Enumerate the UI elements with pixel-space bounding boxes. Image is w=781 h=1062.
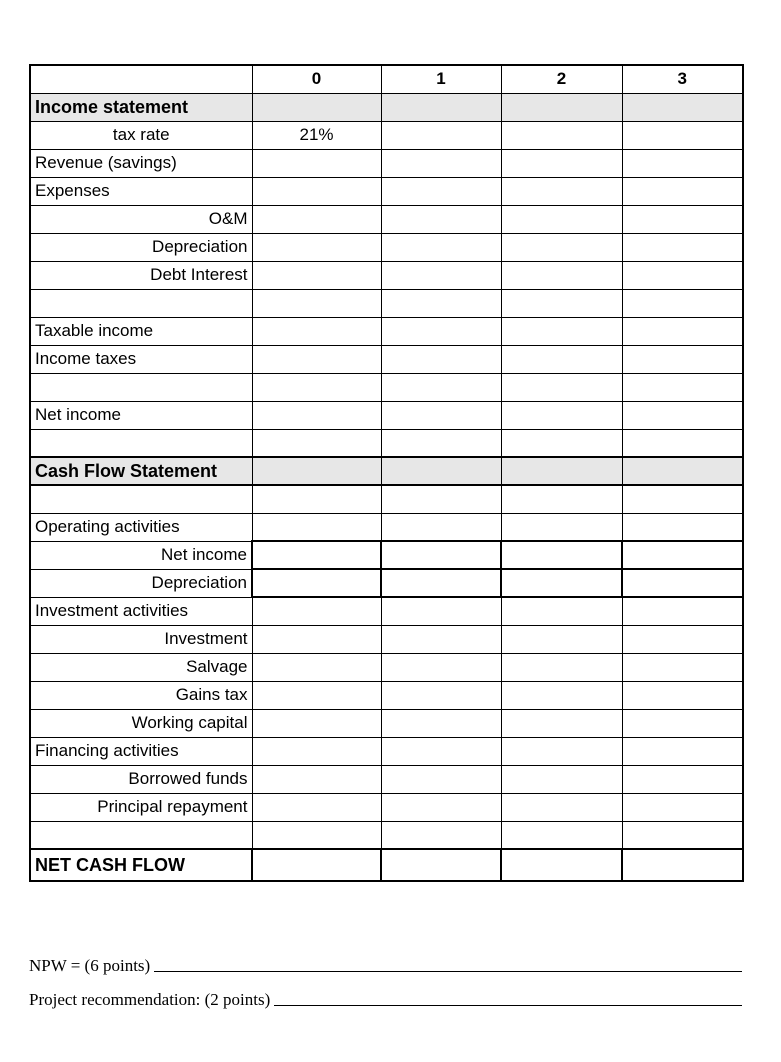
debt-interest-label: Debt Interest	[30, 261, 252, 289]
cell[interactable]	[501, 765, 622, 793]
income-statement-title: Income statement	[30, 93, 252, 121]
cell[interactable]	[381, 205, 501, 233]
blank-row	[30, 429, 743, 457]
cell[interactable]	[252, 793, 381, 821]
cell[interactable]	[501, 233, 622, 261]
cell[interactable]	[252, 653, 381, 681]
om-row	[30, 205, 743, 233]
recommendation-line	[29, 990, 742, 1010]
cell[interactable]	[501, 317, 622, 345]
cell[interactable]	[622, 401, 743, 429]
cell[interactable]	[501, 149, 622, 177]
cell[interactable]	[381, 373, 501, 401]
cell[interactable]	[622, 373, 743, 401]
cell[interactable]	[381, 765, 501, 793]
header-blank-cell	[30, 65, 252, 93]
cell[interactable]	[252, 401, 381, 429]
cell[interactable]	[622, 149, 743, 177]
cell[interactable]	[501, 597, 622, 625]
cell[interactable]	[252, 149, 381, 177]
cell[interactable]	[381, 149, 501, 177]
cell[interactable]	[252, 429, 381, 457]
cell[interactable]	[252, 569, 381, 597]
cell[interactable]	[381, 261, 501, 289]
investment-label: Investment	[30, 625, 252, 653]
cell[interactable]	[622, 541, 743, 569]
cell[interactable]	[252, 457, 381, 485]
cell[interactable]	[622, 569, 743, 597]
borrowed-funds-label: Borrowed funds	[30, 765, 252, 793]
cell[interactable]	[622, 765, 743, 793]
tax-rate-row	[30, 121, 743, 149]
salvage-row	[30, 653, 743, 681]
cell[interactable]	[501, 177, 622, 205]
cell[interactable]	[622, 849, 743, 881]
investment-activities-label: Investment activities	[30, 597, 252, 625]
cell	[30, 289, 252, 317]
cell[interactable]	[501, 121, 622, 149]
cell[interactable]	[252, 709, 381, 737]
cell[interactable]	[252, 93, 381, 121]
header-year-3: 3	[622, 65, 743, 93]
cf-net-income-label: Net income	[30, 541, 252, 569]
cell[interactable]	[622, 205, 743, 233]
salvage-label: Salvage	[30, 653, 252, 681]
principal-repayment-label: Principal repayment	[30, 793, 252, 821]
expenses-row	[30, 177, 743, 205]
cell[interactable]	[501, 485, 622, 513]
cell[interactable]	[252, 513, 381, 541]
cell[interactable]	[622, 793, 743, 821]
cell[interactable]	[381, 653, 501, 681]
cf-depreciation-label: Depreciation	[30, 569, 252, 597]
operating-activities-label: Operating activities	[30, 513, 252, 541]
year-header-row	[30, 65, 743, 93]
cell[interactable]	[622, 625, 743, 653]
cell[interactable]	[622, 93, 743, 121]
cell[interactable]	[501, 737, 622, 765]
cell[interactable]	[381, 345, 501, 373]
cell[interactable]	[381, 681, 501, 709]
cell	[30, 485, 252, 513]
cell[interactable]	[622, 345, 743, 373]
cash-flow-title: Cash Flow Statement	[30, 457, 252, 485]
cell[interactable]	[501, 401, 622, 429]
cell[interactable]	[381, 317, 501, 345]
cell[interactable]	[252, 821, 381, 849]
cell[interactable]	[252, 233, 381, 261]
cell[interactable]	[622, 821, 743, 849]
cell[interactable]	[622, 653, 743, 681]
cell[interactable]	[252, 289, 381, 317]
npw-answer-blank[interactable]	[154, 970, 742, 972]
cell[interactable]	[501, 625, 622, 653]
cell[interactable]	[501, 289, 622, 317]
investment-row	[30, 625, 743, 653]
cell[interactable]	[381, 737, 501, 765]
cell[interactable]	[501, 653, 622, 681]
cell[interactable]	[622, 261, 743, 289]
net-cash-flow-row	[30, 849, 743, 881]
cell[interactable]	[501, 261, 622, 289]
cell[interactable]	[622, 289, 743, 317]
revenue-label: Revenue (savings)	[30, 149, 252, 177]
net-income-label: Net income	[30, 401, 252, 429]
cell[interactable]	[622, 709, 743, 737]
cell[interactable]	[252, 373, 381, 401]
cell[interactable]	[252, 681, 381, 709]
cell[interactable]	[501, 541, 622, 569]
cf-net-income-row	[30, 541, 743, 569]
cell[interactable]	[501, 205, 622, 233]
financing-activities-label: Financing activities	[30, 737, 252, 765]
cell[interactable]	[622, 457, 743, 485]
header-year-2: 2	[501, 65, 622, 93]
operating-activities-row	[30, 513, 743, 541]
cell[interactable]	[252, 261, 381, 289]
taxable-income-label: Taxable income	[30, 317, 252, 345]
cell[interactable]	[501, 681, 622, 709]
cell[interactable]	[501, 513, 622, 541]
gains-tax-label: Gains tax	[30, 681, 252, 709]
recommendation-label: Project recommendation: (2 points)	[29, 990, 271, 1009]
cell[interactable]	[622, 317, 743, 345]
cf-depreciation-row	[30, 569, 743, 597]
cell[interactable]	[381, 569, 501, 597]
net-income-row	[30, 401, 743, 429]
cell[interactable]	[381, 625, 501, 653]
debt-interest-row	[30, 261, 743, 289]
cell[interactable]	[622, 429, 743, 457]
cell[interactable]	[252, 317, 381, 345]
om-label: O&M	[30, 205, 252, 233]
cell[interactable]	[501, 429, 622, 457]
cell[interactable]	[622, 513, 743, 541]
cell[interactable]	[622, 121, 743, 149]
working-capital-label: Working capital	[30, 709, 252, 737]
cell[interactable]	[501, 709, 622, 737]
cell[interactable]	[381, 541, 501, 569]
working-capital-row	[30, 709, 743, 737]
cell[interactable]	[501, 849, 622, 881]
cell[interactable]	[252, 485, 381, 513]
blank-row	[30, 821, 743, 849]
depreciation-label: Depreciation	[30, 233, 252, 261]
cell[interactable]	[501, 793, 622, 821]
cell[interactable]	[381, 513, 501, 541]
cell[interactable]	[381, 849, 501, 881]
cell[interactable]	[252, 205, 381, 233]
npw-label: NPW = (6 points)	[29, 956, 151, 975]
cash-flow-worksheet	[29, 64, 744, 882]
cell[interactable]	[252, 345, 381, 373]
taxable-income-row	[30, 317, 743, 345]
cell[interactable]	[622, 597, 743, 625]
cell	[30, 821, 252, 849]
cash-flow-section-row	[30, 457, 743, 485]
cell[interactable]	[501, 821, 622, 849]
cell[interactable]	[252, 177, 381, 205]
tax-rate-year-0[interactable]: 21%	[252, 121, 381, 149]
cell	[30, 373, 252, 401]
blank-row	[30, 373, 743, 401]
cell[interactable]	[381, 93, 501, 121]
net-cash-flow-label: NET CASH FLOW	[30, 849, 252, 881]
financing-activities-row	[30, 737, 743, 765]
cell	[30, 429, 252, 457]
expenses-label: Expenses	[30, 177, 252, 205]
cell[interactable]	[501, 93, 622, 121]
cell[interactable]	[252, 737, 381, 765]
cell[interactable]	[381, 289, 501, 317]
cell[interactable]	[501, 569, 622, 597]
tax-rate-label: tax rate	[30, 121, 252, 149]
cell[interactable]	[381, 597, 501, 625]
depreciation-row	[30, 233, 743, 261]
cell[interactable]	[252, 765, 381, 793]
cell[interactable]	[252, 849, 381, 881]
income-statement-section-row	[30, 93, 743, 121]
cell[interactable]	[622, 177, 743, 205]
cell[interactable]	[381, 485, 501, 513]
revenue-row	[30, 149, 743, 177]
header-year-1: 1	[381, 65, 501, 93]
borrowed-funds-row	[30, 765, 743, 793]
income-taxes-label: Income taxes	[30, 345, 252, 373]
cell[interactable]	[622, 233, 743, 261]
cell[interactable]	[622, 681, 743, 709]
npw-line	[29, 956, 742, 976]
recommendation-answer-blank[interactable]	[274, 1004, 742, 1006]
cell[interactable]	[381, 401, 501, 429]
cell[interactable]	[381, 793, 501, 821]
gains-tax-row	[30, 681, 743, 709]
cell[interactable]	[381, 177, 501, 205]
cell[interactable]	[501, 345, 622, 373]
cell[interactable]	[381, 709, 501, 737]
cell[interactable]	[381, 429, 501, 457]
principal-repayment-row	[30, 793, 743, 821]
cell[interactable]	[252, 625, 381, 653]
header-year-0: 0	[252, 65, 381, 93]
cell[interactable]	[381, 233, 501, 261]
cell[interactable]	[252, 597, 381, 625]
blank-row	[30, 485, 743, 513]
cell[interactable]	[381, 821, 501, 849]
cell[interactable]	[622, 737, 743, 765]
cell[interactable]	[622, 485, 743, 513]
cell[interactable]	[381, 457, 501, 485]
cell[interactable]	[501, 457, 622, 485]
investment-activities-row	[30, 597, 743, 625]
cell[interactable]	[381, 121, 501, 149]
blank-row	[30, 289, 743, 317]
cell[interactable]	[252, 541, 381, 569]
income-taxes-row	[30, 345, 743, 373]
cell[interactable]	[501, 373, 622, 401]
